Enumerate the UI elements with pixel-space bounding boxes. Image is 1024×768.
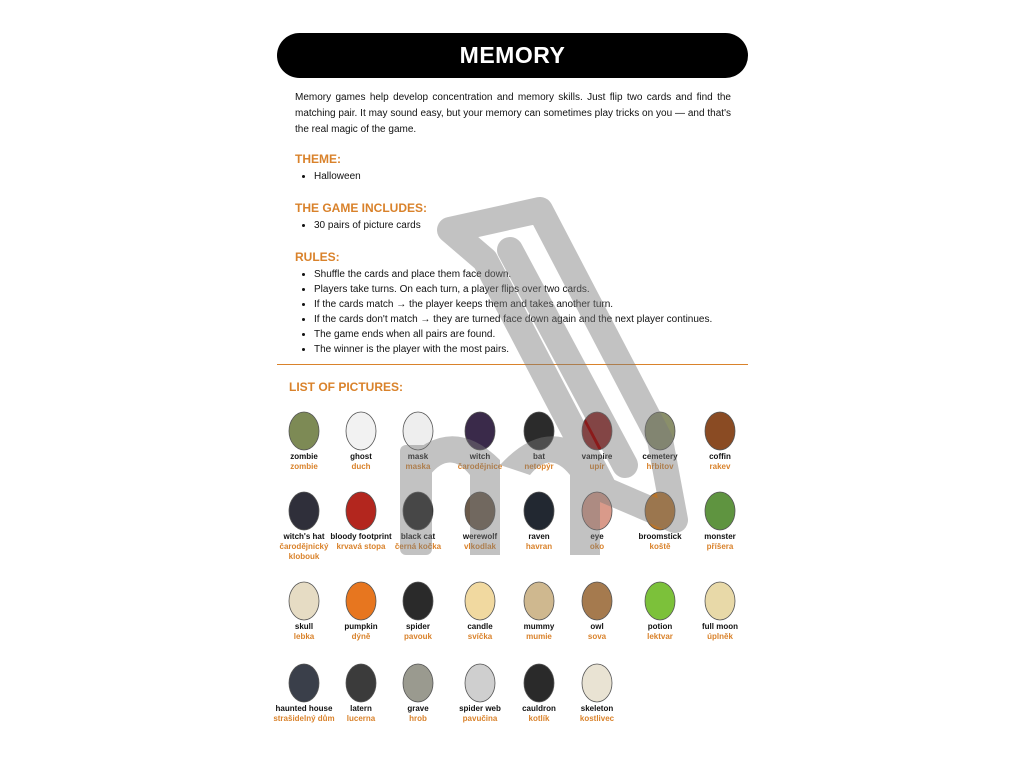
raven-icon [516, 486, 562, 532]
eye-icon [574, 486, 620, 532]
picture-label-cz: dýně [351, 632, 371, 641]
picture-label-en: ghost [350, 452, 372, 461]
picture-label-cz: netopýr [524, 462, 554, 471]
picture-item [272, 406, 336, 472]
rule-item: • Shuffle the cards and place them face down. [314, 267, 748, 282]
picture-item [386, 486, 450, 552]
picture-label-en: monster [704, 532, 736, 541]
bat-icon [516, 406, 562, 452]
theme-heading: THEME: [295, 152, 341, 166]
picture-label-cz: úplněk [707, 632, 733, 641]
picture-label-cz: černá kočka [394, 542, 442, 551]
picture-label-cz: sova [587, 632, 607, 641]
picture-label-cz: maska [405, 462, 431, 471]
picture-item [628, 486, 692, 552]
picture-label-en: zombie [290, 452, 318, 461]
picture-item [272, 486, 336, 562]
candle-icon [457, 576, 503, 622]
picture-label-cz: mumie [526, 632, 552, 641]
picture-label-en: eye [590, 532, 604, 541]
picture-label-en: raven [528, 532, 550, 541]
picture-item [386, 576, 450, 642]
black-cat-icon [395, 486, 441, 532]
picture-item [628, 406, 692, 472]
picture-item [688, 486, 752, 552]
picture-label-cz: lebka [293, 632, 315, 641]
rules-list [277, 267, 748, 357]
picture-label-en: broomstick [638, 532, 682, 541]
footprint-icon [338, 486, 384, 532]
title-bar [277, 33, 748, 78]
rules-heading: RULES: [295, 250, 340, 264]
picture-label-cz: rakev [709, 462, 731, 471]
picture-label-en: vampire [581, 452, 613, 461]
cemetery-icon [637, 406, 683, 452]
potion-icon [637, 576, 683, 622]
picture-label-en: cauldron [522, 704, 556, 713]
picture-label-cz: lucerna [346, 714, 376, 723]
picture-label-cz: upír [589, 462, 605, 471]
picture-label-en: latern [350, 704, 372, 713]
theme-list [277, 169, 748, 184]
owl-icon [574, 576, 620, 622]
picture-item [448, 486, 512, 552]
picture-item [507, 406, 571, 472]
picture-label-cz: svíčka [467, 632, 493, 641]
section-divider [277, 364, 748, 365]
includes-item: • 30 pairs of picture cards [314, 218, 748, 233]
picture-label-en: mask [407, 452, 429, 461]
picture-label-en: black cat [400, 532, 436, 541]
document-page [277, 33, 748, 357]
lantern-icon [338, 658, 384, 704]
picture-label-en: full moon [702, 622, 738, 631]
picture-label-en: skull [294, 622, 314, 631]
picture-label-en: pumpkin [344, 622, 378, 631]
intro-paragraph: Memory games help develop concentration and memory skills. Just flip two cards and find the matching pair. It may sound easy, but your memory can sometimes play tricks on you — and that's the real magic of the game. [295, 92, 731, 135]
pictures-heading: LIST OF PICTURES: [289, 380, 403, 394]
picture-label-cz: havran [525, 542, 553, 551]
picture-label-cz: vlkodlak [463, 542, 496, 551]
picture-item [329, 658, 393, 724]
picture-item [565, 576, 629, 642]
picture-label-en: witch [469, 452, 491, 461]
picture-label-en: bloody footprint [330, 532, 392, 541]
picture-label-cz: duch [351, 462, 371, 471]
picture-label-en: grave [407, 704, 429, 713]
picture-item [448, 576, 512, 642]
werewolf-icon [457, 486, 503, 532]
spider-web-icon [457, 658, 503, 704]
mummy-icon [516, 576, 562, 622]
picture-label-cz: strašidelný dům [273, 714, 335, 723]
picture-label-en: potion [647, 622, 673, 631]
picture-label-en: witch's hat [283, 532, 325, 541]
rule-item: • The winner is the player with the most pairs. [314, 342, 748, 357]
skeleton-icon [574, 658, 620, 704]
picture-label-cz: příšera [706, 542, 734, 551]
picture-label-en: haunted house [275, 704, 333, 713]
picture-label-en: coffin [709, 452, 731, 461]
cauldron-icon [516, 658, 562, 704]
picture-label-en: candle [467, 622, 493, 631]
picture-item [507, 486, 571, 552]
pumpkin-icon [338, 576, 384, 622]
coffin-icon [697, 406, 743, 452]
witch-icon [457, 406, 503, 452]
picture-item [272, 658, 336, 724]
picture-item [448, 658, 512, 724]
picture-label-cz: kotlík [528, 714, 550, 723]
vampire-icon [574, 406, 620, 452]
picture-item [386, 406, 450, 472]
picture-item [507, 576, 571, 642]
picture-label-cz: hřbitov [646, 462, 674, 471]
haunted-house-icon [281, 658, 327, 704]
picture-label-cz: čarodějnice [457, 462, 503, 471]
picture-label-en: mummy [523, 622, 555, 631]
full-moon-icon [697, 576, 743, 622]
picture-item [329, 406, 393, 472]
picture-label-en: bat [533, 452, 545, 461]
rule-item: • The game ends when all pairs are found. [314, 327, 748, 342]
includes-list [277, 218, 748, 233]
picture-label-en: cemetery [642, 452, 678, 461]
picture-label-en: werewolf [462, 532, 498, 541]
picture-label-en: spider web [459, 704, 501, 713]
mask-icon [395, 406, 441, 452]
rule-item: • Players take turns. On each turn, a player flips over two cards. [314, 282, 748, 297]
ghost-icon [338, 406, 384, 452]
picture-item [688, 406, 752, 472]
rule-item: • If the cards match → the player keeps them and takes another turn. [314, 297, 748, 312]
broomstick-icon [637, 486, 683, 532]
picture-item [386, 658, 450, 724]
picture-label-cz: hrob [409, 714, 427, 723]
rule-item: • If the cards don't match → they are turned face down again and the next player continues. [314, 312, 748, 327]
picture-item [329, 576, 393, 642]
picture-item [329, 486, 393, 552]
picture-label-cz: koště [649, 542, 671, 551]
zombie-icon [281, 406, 327, 452]
picture-item [628, 576, 692, 642]
includes-heading: THE GAME INCLUDES: [295, 201, 427, 215]
spider-icon [395, 576, 441, 622]
picture-label-en: spider [405, 622, 430, 631]
picture-item [507, 658, 571, 724]
picture-label-cz: oko [589, 542, 605, 551]
picture-label-cz: zombie [290, 462, 318, 471]
grave-icon [395, 658, 441, 704]
picture-label-en: skeleton [580, 704, 614, 713]
picture-item [688, 576, 752, 642]
picture-label-cz: kostlivec [579, 714, 615, 723]
picture-label-cz: čarodějnický klobouk [279, 542, 329, 561]
theme-item: • Halloween [314, 169, 748, 184]
picture-label-cz: pavučina [462, 714, 498, 723]
picture-item [565, 486, 629, 552]
picture-label-en: owl [590, 622, 604, 631]
witch-hat-icon [281, 486, 327, 532]
page-title: MEMORY [459, 42, 566, 68]
picture-label-cz: krvavá stopa [336, 542, 386, 551]
skull-icon [281, 576, 327, 622]
picture-label-cz: pavouk [403, 632, 432, 641]
picture-item [272, 576, 336, 642]
picture-item [565, 658, 629, 724]
picture-item [565, 406, 629, 472]
monster-icon [697, 486, 743, 532]
picture-item [448, 406, 512, 472]
picture-label-cz: lektvar [647, 632, 673, 641]
